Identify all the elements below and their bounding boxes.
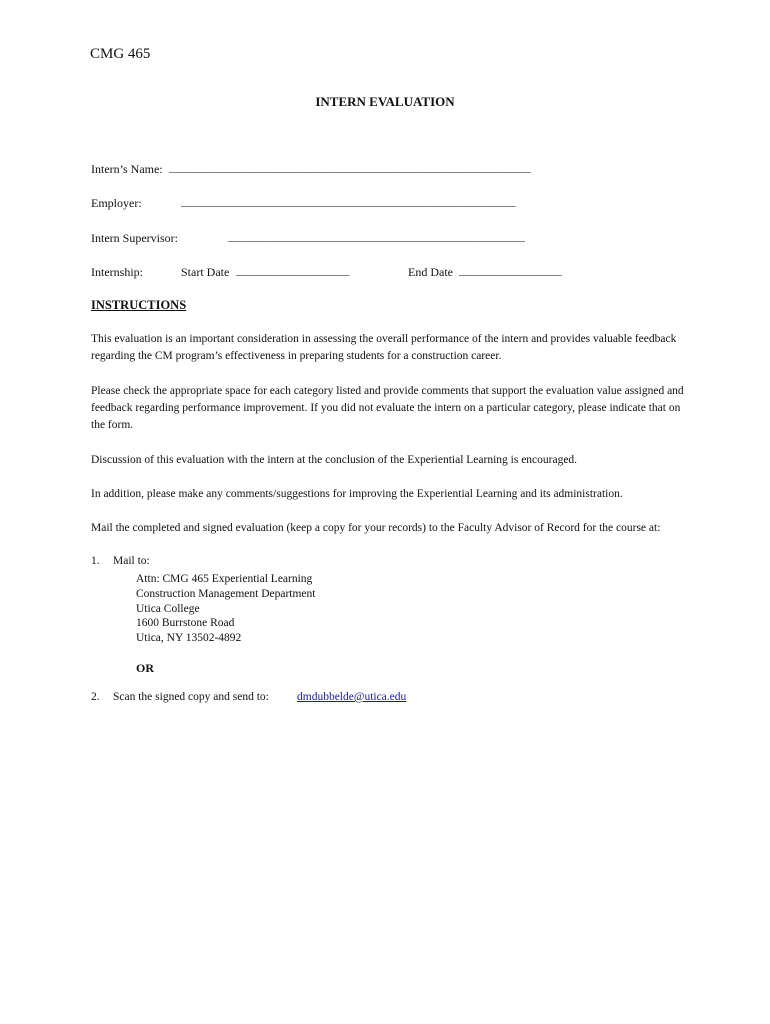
paragraph-discussion: Discussion of this evaluation with the intern at the conclusion of the Experiential Learning is encouraged. — [91, 454, 578, 466]
option-2-number: 2. — [91, 691, 100, 703]
paragraph-suggestions: In addition, please make any comments/suggestions for improving the Experiential Learning and its administration. — [91, 488, 623, 500]
start-date-field[interactable]: _____________________ — [236, 265, 350, 277]
paragraph-importance: This evaluation is an important consideration in assessing the overall performance of the intern and provides valuable feedback regarding the CM program’s effectiveness in preparing students for a construction career. — [91, 333, 677, 362]
intern-name-label: Intern’s Name: — [91, 162, 163, 176]
supervisor-label: Intern Supervisor: — [91, 231, 178, 245]
address-line: Construction Management Department — [136, 587, 316, 600]
address-line: 1600 Burrstone Road — [136, 617, 235, 630]
paragraph-mail: Mail the completed and signed evaluation (keep a copy for your records) to the Faculty Advisor of Record for the course at: — [91, 522, 661, 534]
address-line: Attn: CMG 465 Experiential Learning — [136, 573, 313, 585]
supervisor-field[interactable]: _______________________________________________________ — [228, 231, 525, 243]
employer-field[interactable]: ______________________________________________________________ — [181, 196, 516, 208]
email-link[interactable]: dmdubbelde@utica.edu — [297, 691, 407, 703]
or-separator: OR — [136, 661, 154, 675]
page-title: INTERN EVALUATION — [315, 94, 455, 109]
start-date-label: Start Date — [181, 265, 230, 279]
employer-label: Employer: — [91, 196, 142, 210]
mailing-address — [136, 572, 315, 646]
address-line: Utica, NY 13502-4892 — [136, 632, 242, 645]
end-date-label: End Date — [408, 265, 453, 279]
address-line: Utica College — [136, 602, 200, 615]
internship-label: Internship: — [91, 265, 143, 279]
option-1-number: 1. — [91, 555, 100, 567]
option-1-text: Mail to: — [113, 555, 150, 567]
end-date-field[interactable]: ___________________ — [459, 265, 562, 277]
course-code: CMG 465 — [90, 46, 151, 62]
intern-name-field[interactable]: ___________________________________________________________________ — [169, 162, 531, 174]
instructions-heading: INSTRUCTIONS — [91, 298, 187, 312]
option-2-text: Scan the signed copy and send to: — [113, 691, 269, 703]
paragraph-check-space: Please check the appropriate space for each category listed and provide comments that support the evaluation value assigned and feedback regarding performance improvement. If you did not evaluate the intern on a particular category, please indicate that on the form. — [91, 385, 684, 431]
